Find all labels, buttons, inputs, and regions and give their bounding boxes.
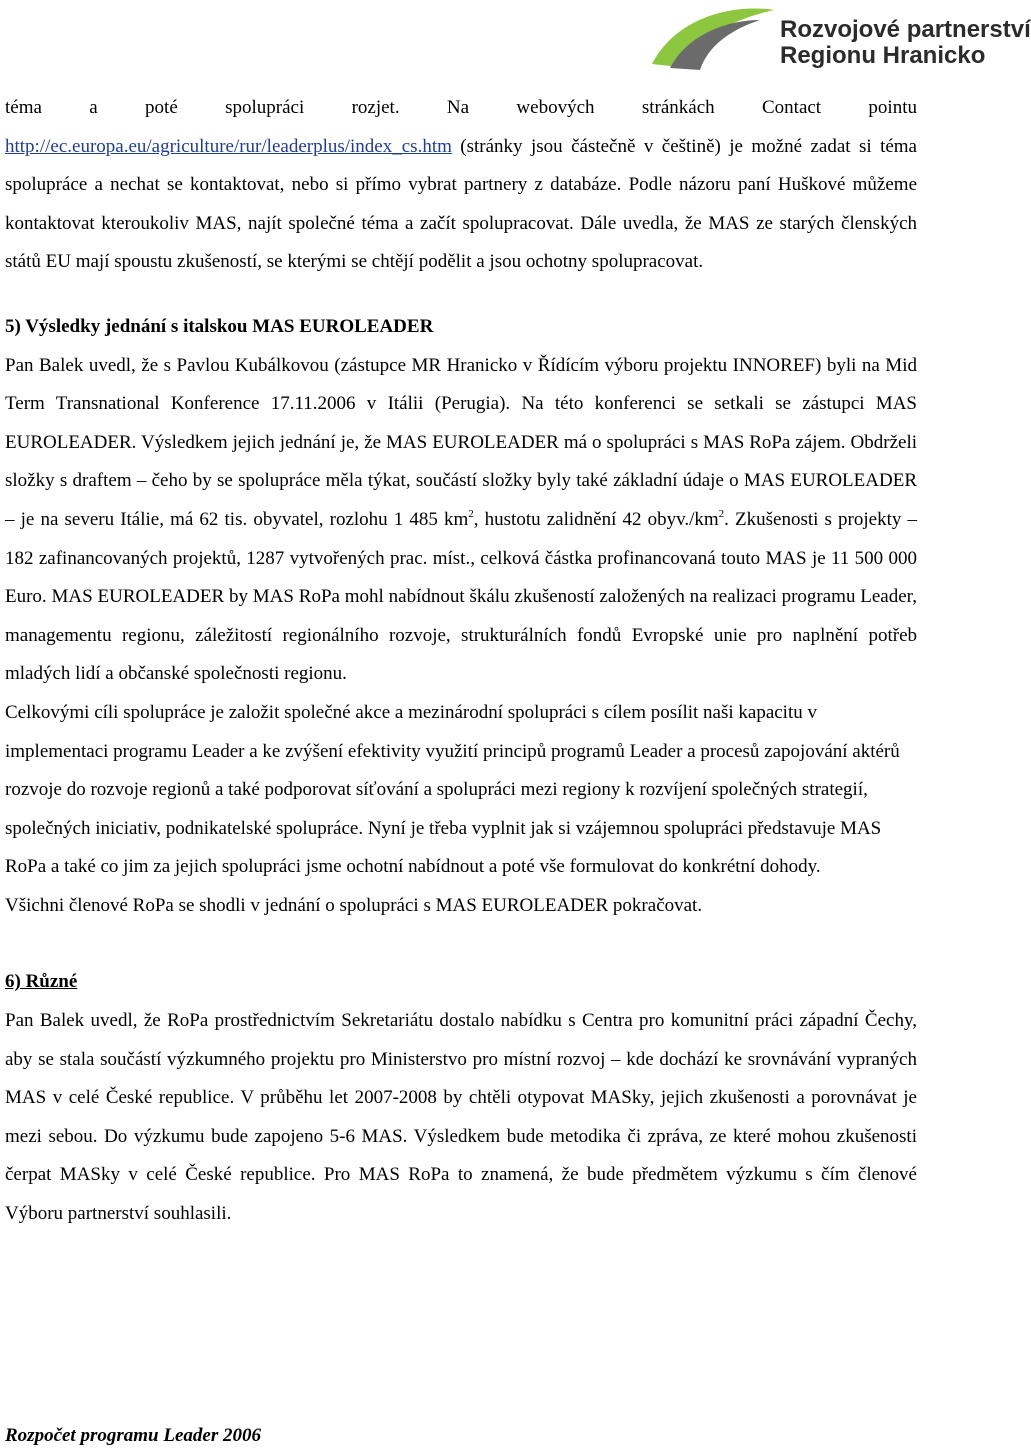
section-5-heading: 5) Výsledky jednání s italskou MAS EUROLEADER bbox=[5, 315, 434, 337]
logo bbox=[648, 4, 1031, 74]
logo-title-line1: Rozvojové partnerství bbox=[780, 16, 1031, 43]
logo-leaf-icon bbox=[648, 4, 778, 74]
paragraph-contact-point: téma a poté spolupráci rozjet. Na webových stránkách Contact pointu http://ec.europa.eu/agriculture/rur/leaderplus/index_cs.htm (stránky jsou částečně v češtině) je možné zadat si téma spolupráce a nechat se kontaktovat, nebo si přímo vybrat partnery z databáze. Podle názoru paní Huškové můžeme kontaktovat kteroukoliv MAS, najít společné téma a začít spolupracovat. Dále uvedla, že MAS ze starých členských států EU mají spoustu zkušeností, se kterými se chtějí podělit a jsou ochotny spolupracovat. bbox=[5, 97, 917, 273]
contact-point-link[interactable]: http://ec.europa.eu/agriculture/rur/leaderplus/index_cs.htm bbox=[5, 135, 452, 157]
section-6-paragraph: Pan Balek uvedl, že RoPa prostřednictvím Sekretariátu dostalo nabídku s Centra pro komunitní práci západní Čechy, aby se stala součástí výzkumného projektu pro Ministerstvo pro místní rozvoj – kde dochází ke srovnávání vypraných MAS v celé České republice. V průběhu let 2007-2008 by chtěli otypovat MASky, jejich zkušenosti a porovnávat je mezi sebou. Do výzkumu bude zapojeno 5-6 MAS. Výsledkem bude metodika či zpráva, ze které mohou zkušenosti čerpat MASky v celé České republice. Pro MAS RoPa to znamená, že bude předmětem výzkumu s čím členové Výboru partnerství souhlasili. bbox=[5, 1010, 917, 1225]
logo-title-line2: Regionu Hranicko bbox=[780, 42, 986, 69]
section-5-paragraph-2: Celkovými cíli spolupráce je založit společné akce a mezinárodní spolupráci s cílem posílit naši kapacitu v implementaci programu Leader a ke zvýšení efektivity využití principů programů Leader a procesů zapojování aktérů rozvoje do rozvoje regionů a také podporovat síťování a spolupráci mezi regiony k rozvíjení společných strategií, společných iniciativ, podnikatelské spolupráce. Nyní je třeba vyplnit jak si vzájemnou spolupráci představuje MAS RoPa a také co jim za jejich spolupráci jsme ochotní nabídnout a poté vše formulovat do konkrétní dohody. bbox=[5, 701, 900, 878]
section-5-paragraph-3: Všichni členové RoPa se shodli v jednání o spolupráci s MAS EUROLEADER pokračovat. bbox=[5, 894, 703, 916]
budget-heading: Rozpočet programu Leader 2006 bbox=[5, 1425, 261, 1446]
section-6-heading: 6) Různé bbox=[5, 971, 78, 993]
document-body bbox=[5, 89, 917, 1234]
section-5-paragraph-1: Pan Balek uvedl, že s Pavlou Kubálkovou (zástupce MR Hranicko v Řídícím výboru projektu INNOREF) byli na Mid Term Transnational Konference 17.11.2006 v Itálii (Perugia). Na této konferenci se setkali se zástupci MAS EUROLEADER. Výsledkem jejich jednání je, že MAS EUROLEADER má o spolupráci s MAS RoPa zájem. Obdrželi složky s draftem – čeho by se spolupráce měla týkat, součástí složky byly také základní údaje o MAS EUROLEADER – je na severu Itálie, má 62 tis. obyvatel, rozlohu 1 485 $km^2$, hustotu zalidnění 42 $obyv./km^2$. Zkušenosti s projekty – 182 zafinancovaných projektů, 1287 vytvořených prac. míst., celková částka profinancovaná touto MAS je 11 500 000 Euro. MAS EUROLEADER by MAS RoPa mohl nabídnout škálu zkušeností založených na realizaci programu Leader, managementu regionu, záležitostí regionálního rozvoje, strukturálních fondů Evropské unie pro naplnění potřeb mladých lidí a občanské společnosti regionu. bbox=[5, 354, 917, 685]
